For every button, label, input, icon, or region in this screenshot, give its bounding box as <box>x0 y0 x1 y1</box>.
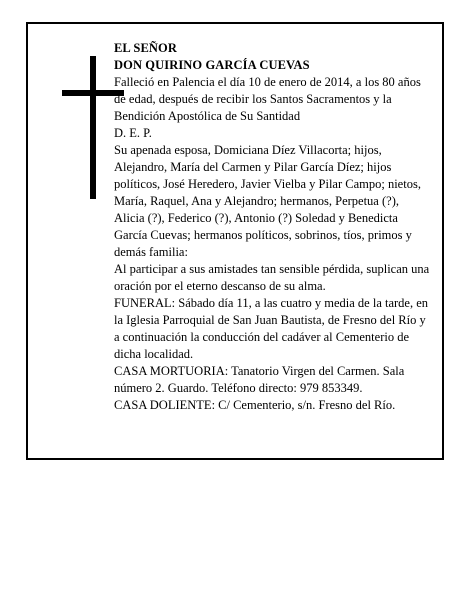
prayer-request: Al participar a sus amistades tan sensible pérdida, suplican una oración por el eterno descanso de su alma. <box>114 262 430 293</box>
family-home-address: CASA DOLIENTE: C/ Cementerio, s/n. Fresno del Río. <box>114 398 396 412</box>
funeral-home-info: CASA MORTUORIA: Tanatorio Virgen del Carmen. Sala número 2. Guardo. Teléfono directo: 979 853349. <box>114 364 405 395</box>
death-announcement: Falleció en Palencia el día 10 de enero de 2014, a los 80 años de edad, después de recibir los Santos Sacramentos y la Bendición Apostólica de Su Santidad <box>114 75 421 123</box>
family-list: Su apenada esposa, Domiciana Díez Villacorta; hijos, Alejandro, María del Carmen y Pilar García Díez; hijos políticos, José Heredero, Javier Vielba y Pilar Campo; nietos, María, Raquel, Ana y Alejandro; hermanos, Perpetua (?), Alicia (?), Federico (?), Antonio (?) Soledad y Benedicta García Cuevas; hermanos políticos, sobrinos, tíos, primos y demás familia: <box>114 143 421 259</box>
rest-in-peace: D. E. P. <box>114 126 152 140</box>
cross-vertical-bar <box>90 56 96 199</box>
deceased-name: DON QUIRINO GARCÍA CUEVAS <box>114 58 310 72</box>
obituary-notice <box>26 22 444 460</box>
deceased-title: EL SEÑOR <box>114 41 177 55</box>
notice-text <box>114 40 430 414</box>
funeral-info: FUNERAL: Sábado día 11, a las cuatro y media de la tarde, en la Iglesia Parroquial de San Juan Bautista, de Fresno del Río y a continuación la conducción del cadáver al Cementerio de dicha localidad. <box>114 296 429 361</box>
